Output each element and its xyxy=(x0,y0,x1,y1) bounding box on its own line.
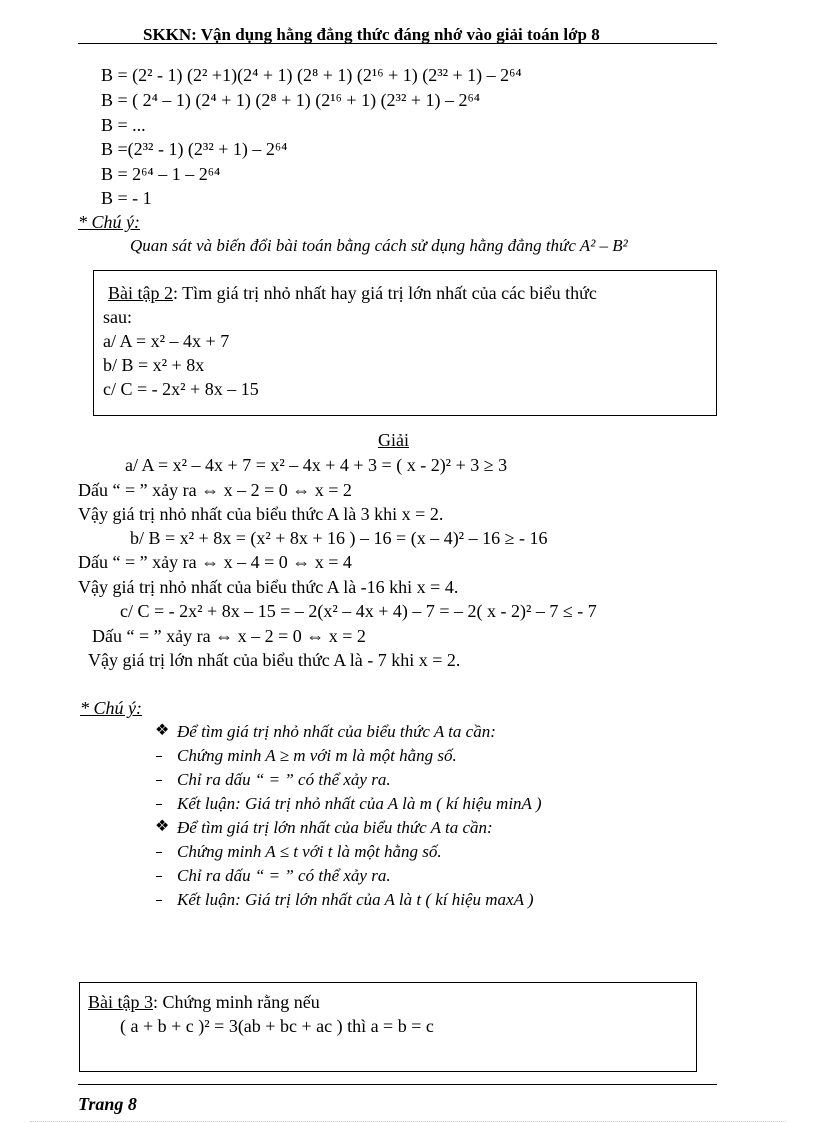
note1-text: Quan sát và biến đổi bài toán bằng cách sử dụng hằng đẳng thức A² – B² xyxy=(130,236,628,255)
exercise2-item-b: b/ B = x² + 8x xyxy=(103,355,205,375)
solution-b-line-2: B = ( 2⁴ – 1) (2⁴ + 1) (2⁸ + 1) (2¹⁶ + 1) (2³² + 1) – 2⁶⁴ xyxy=(101,90,481,110)
page-number: Trang 8 xyxy=(78,1094,137,1114)
note2-max-header: Để tìm giá trị lớn nhất của biểu thức A ta cần: xyxy=(177,818,493,837)
dash-bullet-icon xyxy=(156,900,162,901)
dash-bullet-icon xyxy=(156,876,162,877)
diamond-bullet-icon: ❖ xyxy=(155,818,170,835)
exercise2-heading xyxy=(108,284,597,302)
note2-min-step-1: Chứng minh A ≥ m với m là một hằng số. xyxy=(177,746,457,765)
solution-b-line-5: B = 2⁶⁴ – 1 – 2⁶⁴ xyxy=(101,164,221,184)
solution-b-line-1: B = (2² - 1) (2² +1)(2⁴ + 1) (2⁸ + 1) (2¹⁶ + 1) (2³² + 1) – 2⁶⁴ xyxy=(101,65,522,85)
diamond-bullet-icon: ❖ xyxy=(155,722,170,739)
exercise2-item-c: c/ C = - 2x² + 8x – 15 xyxy=(103,379,259,399)
exercise2-title: Bài tập 2 xyxy=(108,283,173,303)
note2-max-step-3: Kết luận: Giá trị lớn nhất của A là t ( kí hiệu maxA ) xyxy=(177,890,534,909)
solution-b-line-6: B = - 1 xyxy=(101,188,152,208)
solution2-a-equality: Dấu “ = ” xảy ra ⇔ x – 2 = 0 ⇔ x = 2 xyxy=(78,480,352,500)
footer-rule xyxy=(78,1084,717,1085)
note2-min-header: Để tìm giá trị nhỏ nhất của biểu thức A ta cần: xyxy=(177,722,496,741)
dash-bullet-icon xyxy=(156,804,162,805)
note2-max-step-2: Chỉ ra dấu “ = ” có thể xảy ra. xyxy=(177,866,391,885)
solution2-b-expression: b/ B = x² + 8x = (x² + 8x + 16 ) – 16 = (x – 4)² – 16 ≥ - 16 xyxy=(130,528,548,548)
dash-bullet-icon xyxy=(156,756,162,757)
solution-b-line-3: B = ... xyxy=(101,115,146,135)
bottom-dotted-divider xyxy=(30,1121,786,1122)
solution2-b-conclusion: Vậy giá trị nhỏ nhất của biểu thức A là -16 khi x = 4. xyxy=(78,577,459,597)
note2-label: * Chú ý: xyxy=(80,698,142,718)
exercise3-heading xyxy=(88,993,320,1011)
solution2-c-conclusion: Vậy giá trị lớn nhất của biểu thức A là - 7 khi x = 2. xyxy=(88,650,461,670)
solution2-b-equality: Dấu “ = ” xảy ra ⇔ x – 4 = 0 ⇔ x = 4 xyxy=(78,552,352,572)
solution2-c-equality: Dấu “ = ” xảy ra ⇔ x – 2 = 0 ⇔ x = 2 xyxy=(92,626,366,646)
page-header-title: SKKN: Vận dụng hằng đẳng thức đáng nhớ vào giải toán lớp 8 xyxy=(143,25,600,44)
solution2-c-expression: c/ C = - 2x² + 8x – 15 = – 2(x² – 4x + 4) – 7 = – 2( x - 2)² – 7 ≤ - 7 xyxy=(120,601,597,621)
dash-bullet-icon xyxy=(156,780,162,781)
header-rule xyxy=(78,43,717,44)
solution2-heading: Giải xyxy=(378,430,409,450)
exercise3-statement: ( a + b + c )² = 3(ab + bc + ac ) thì a = b = c xyxy=(120,1016,434,1036)
exercise2-item-a: a/ A = x² – 4x + 7 xyxy=(103,331,230,351)
exercise3-prompt: : Chứng minh rằng nếu xyxy=(153,992,320,1012)
solution2-a-conclusion: Vậy giá trị nhỏ nhất của biểu thức A là 3 khi x = 2. xyxy=(78,504,444,524)
exercise3-title: Bài tập 3 xyxy=(88,992,153,1012)
note1-label: * Chú ý: xyxy=(78,212,140,232)
note2-min-step-3: Kết luận: Giá trị nhỏ nhất của A là m ( kí hiệu minA ) xyxy=(177,794,542,813)
solution-b-line-4: B =(2³² - 1) (2³² + 1) – 2⁶⁴ xyxy=(101,139,288,159)
note2-min-step-2: Chỉ ra dấu “ = ” có thể xảy ra. xyxy=(177,770,391,789)
dash-bullet-icon xyxy=(156,852,162,853)
exercise2-prompt-line2: sau: xyxy=(103,307,132,327)
exercise2-prompt-line1: : Tìm giá trị nhỏ nhất hay giá trị lớn nhất của các biểu thức xyxy=(173,283,597,303)
solution2-a-expression: a/ A = x² – 4x + 7 = x² – 4x + 4 + 3 = ( x - 2)² + 3 ≥ 3 xyxy=(125,455,508,475)
note2-max-step-1: Chứng minh A ≤ t với t là một hằng số. xyxy=(177,842,442,861)
